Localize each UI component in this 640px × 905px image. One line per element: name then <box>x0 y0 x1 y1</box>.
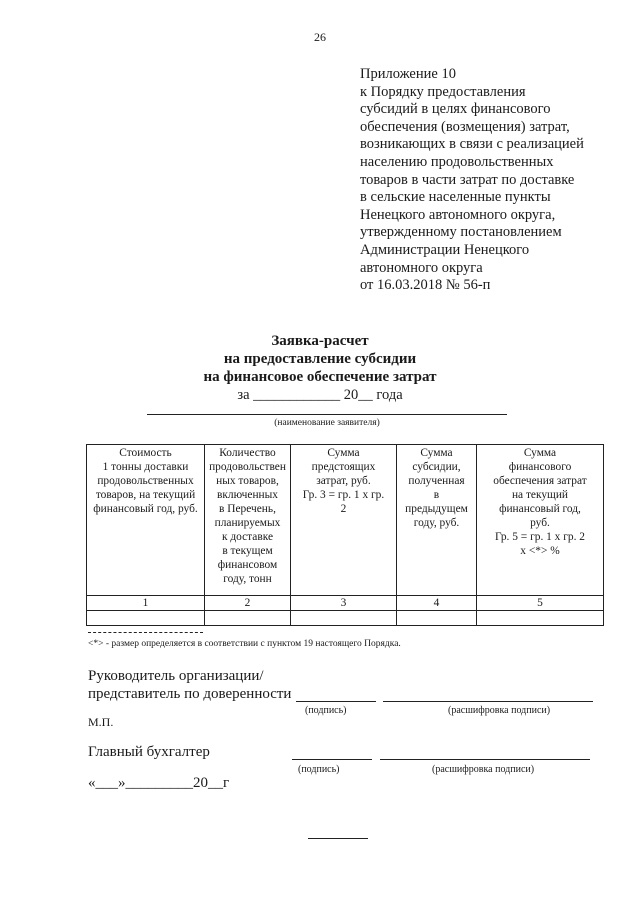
column-number: 2 <box>205 596 291 611</box>
appendix-line: Приложение 10 <box>360 66 456 82</box>
head-decoding-caption: (расшифровка подписи) <box>448 705 551 716</box>
accountant-decoding-field[interactable] <box>380 759 590 760</box>
stamp-label: М.П. <box>88 715 114 729</box>
head-signature-caption: (подпись) <box>305 705 347 716</box>
column-number: 4 <box>397 596 477 611</box>
applicant-caption: (наименование заявителя) <box>274 418 380 428</box>
date-line[interactable]: «___»_________20__г <box>88 775 230 791</box>
appendix-line: Администрации Ненецкого <box>360 241 530 258</box>
document-title <box>0 332 640 386</box>
footnote: <*> - размер определяется в соответствии с пунктом 19 настоящего Порядка. <box>88 639 401 649</box>
footer-rule <box>308 838 368 839</box>
appendix-line: в сельские населенные пункты <box>360 189 551 206</box>
column-number: 1 <box>87 596 205 611</box>
column-number: 3 <box>291 596 397 611</box>
calculation-table <box>86 444 604 626</box>
appendix-line: населению продовольственных <box>360 153 554 170</box>
column-number: 5 <box>477 596 604 611</box>
appendix-line: к Порядку предоставления <box>360 83 526 100</box>
period-line: за ____________ 20__ года <box>237 387 403 403</box>
table-row <box>87 611 604 626</box>
header-cell <box>291 445 397 596</box>
accountant-signature-field[interactable] <box>292 759 372 760</box>
table-cell[interactable] <box>291 611 397 626</box>
appendix-line: от 16.03.2018 № 56-п <box>360 277 491 294</box>
accountant-decoding-caption: (расшифровка подписи) <box>432 764 535 775</box>
appendix-line: возникающих в связи с реализацией <box>360 136 584 153</box>
applicant-name-line <box>147 414 507 415</box>
table-cell[interactable] <box>87 611 205 626</box>
table-cell[interactable] <box>205 611 291 626</box>
appendix-line: обеспечения (возмещения) затрат, <box>360 118 570 135</box>
accountant-signature-caption: (подпись) <box>298 764 340 775</box>
head-signature-field[interactable] <box>296 701 376 702</box>
table-header-row <box>87 445 604 596</box>
head-decoding-field[interactable] <box>383 701 593 702</box>
footnote-divider <box>88 632 203 633</box>
appendix-line: Ненецкого автономного округа, <box>360 206 556 223</box>
appendix-block <box>360 66 630 295</box>
page-number: 26 <box>314 30 326 44</box>
appendix-line: субсидий в целях финансового <box>360 101 551 118</box>
head-title-line-2: представитель по доверенности <box>88 686 292 702</box>
head-title-line-1: Руководитель организации/ <box>88 668 264 684</box>
header-cell-text: Стоимость 1 тонны доставки продовольственных товаров, на текущий финансовый год, руб. <box>93 447 198 515</box>
table-row <box>87 596 604 611</box>
header-cell <box>477 445 604 596</box>
appendix-line: товаров в части затрат по доставке <box>360 171 575 188</box>
title-line-3: на финансовое обеспечение затрат <box>203 369 437 385</box>
title-line-1: Заявка-расчет <box>271 333 369 349</box>
accountant-title: Главный бухгалтер <box>88 744 210 760</box>
header-cell-text: Сумма предстоящих затрат, руб. Гр. 3 = гр. 1 х гр. 2 <box>302 447 385 515</box>
header-cell <box>205 445 291 596</box>
title-line-2: на предоставление субсидии <box>223 351 417 367</box>
header-cell-text: Сумма субсидии, полученная в предыдущем году, руб. <box>405 447 468 529</box>
table-cell[interactable] <box>477 611 604 626</box>
appendix-line: утвержденному постановлением <box>360 224 562 241</box>
header-cell-text: Количество продовольствен ных товаров, включенных в Перечень, планируемых к доставке в текущем финансовом году, тонн <box>209 447 286 585</box>
table-cell[interactable] <box>397 611 477 626</box>
header-cell <box>397 445 477 596</box>
header-cell-text: Сумма финансового обеспечения затрат на текущий финансовый год, руб. Гр. 5 = гр. 1 х гр. 2 х <*> % <box>493 447 587 557</box>
appendix-line: автономного округа <box>360 259 483 276</box>
header-cell <box>87 445 205 596</box>
